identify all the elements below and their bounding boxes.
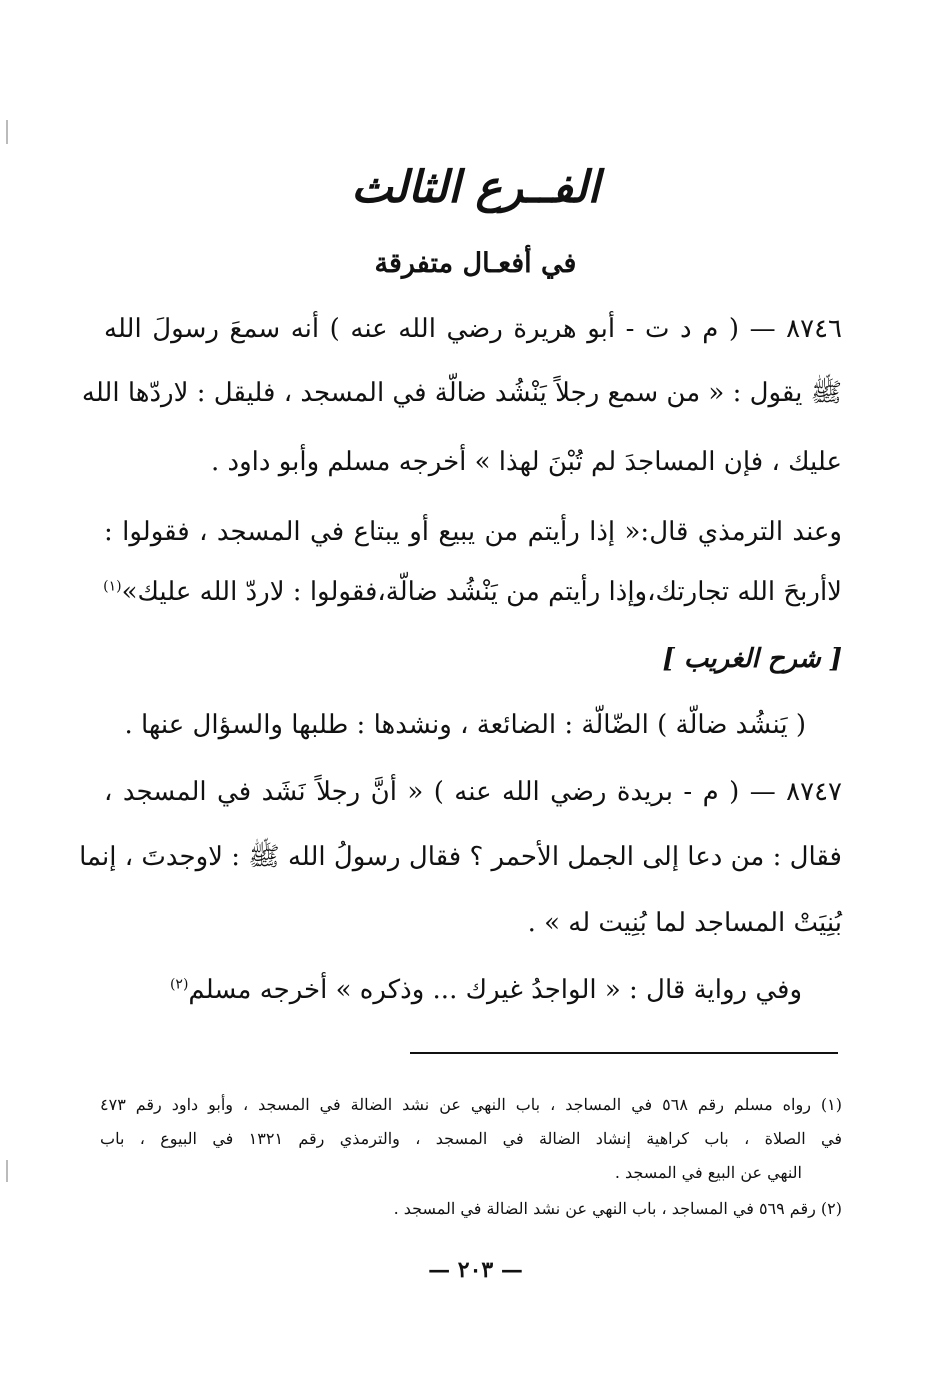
footnote-1-line-1: (١) رواه مسلم رقم ٥٦٨ في المساجد ، باب النهي عن نشد الضالة في المسجد ، وأبو داود رقم ٤٧٣	[100, 1095, 842, 1114]
footnote-1-line-3: النهي عن البيع في المسجد .	[614, 1163, 802, 1182]
footnote-separator	[410, 1052, 838, 1054]
footnote-ref-2: (٢)	[169, 976, 189, 993]
gloss-text: ( يَنشُد ضالّة ) الضّالّة : الضائعة ، ونشدها : طلبها والسؤال عنها .	[124, 710, 806, 740]
tirmidhi-line-2	[104, 567, 842, 617]
section-subheading: في أفعـال متفرقة	[374, 248, 577, 279]
gloss-heading-text: [ شرح الغريب ]	[662, 644, 842, 674]
page-number: — ٢٠٣ —	[428, 1257, 523, 1283]
hadith-8747-line-2: فقال : من دعا إلى الجمل الأحمر ؟ فقال رسولُ الله ﷺ : لاوجدتَ ، إنما	[79, 842, 842, 872]
gloss-heading	[104, 634, 842, 684]
riwaya-line	[104, 965, 842, 1015]
hadith-8746-line-2: ﷺ يقول : « من سمع رجلاً يَنْشُد ضالّة في المسجد ، فليقل : لاردّها الله	[81, 378, 842, 408]
footnote-2: (٢) رقم ٥٦٩ في المساجد ، باب النهي عن نشد الضالة في المسجد .	[393, 1199, 842, 1218]
footnote-1-line-2: في الصلاة ، باب كراهية إنشاد الضالة في المسجد ، والترمذي رقم ١٣٢١ في البيوع ، باب	[100, 1129, 843, 1148]
footnote-ref-1: (١)	[103, 578, 122, 595]
scan-margin-mark	[6, 120, 8, 144]
hadith-8746-line-3: عليك ، فإن المساجدَ لم تُبْنَ لهذا » أخرجه مسلم وأبو داود .	[210, 447, 842, 477]
riwaya-text: وفي رواية قال : « الواجدُ غيرك ... وذكره » أخرجه مسلم	[188, 975, 802, 1005]
hadith-8747-line-3: بُنِيَتْ المساجد لما بُنِيت له » .	[527, 908, 842, 938]
hadith-8746-line-1: ٨٧٤٦ — ( م د ت - أبو هريرة رضي الله عنه ) أنه سمعَ رسولَ الله	[104, 314, 842, 344]
hadith-8747-line-1: ٨٧٤٧ — ( م - بريدة رضي الله عنه ) « أنَّ رجلاً نَشَد في المسجد ،	[104, 777, 842, 807]
tirmidhi-line-1: وعند الترمذي قال:« إذا رأيتم من يبيع أو يبتاع في المسجد ، فقولوا :	[104, 517, 842, 547]
section-heading: الفــرع الثالث	[351, 162, 600, 213]
scan-margin-mark	[6, 1160, 8, 1182]
tirmidhi-line-2-text: لاأربحَ الله تجارتك،وإذا رأيتم من يَنْشُد ضالّة،فقولوا : لاردّ الله عليك»	[121, 577, 842, 607]
